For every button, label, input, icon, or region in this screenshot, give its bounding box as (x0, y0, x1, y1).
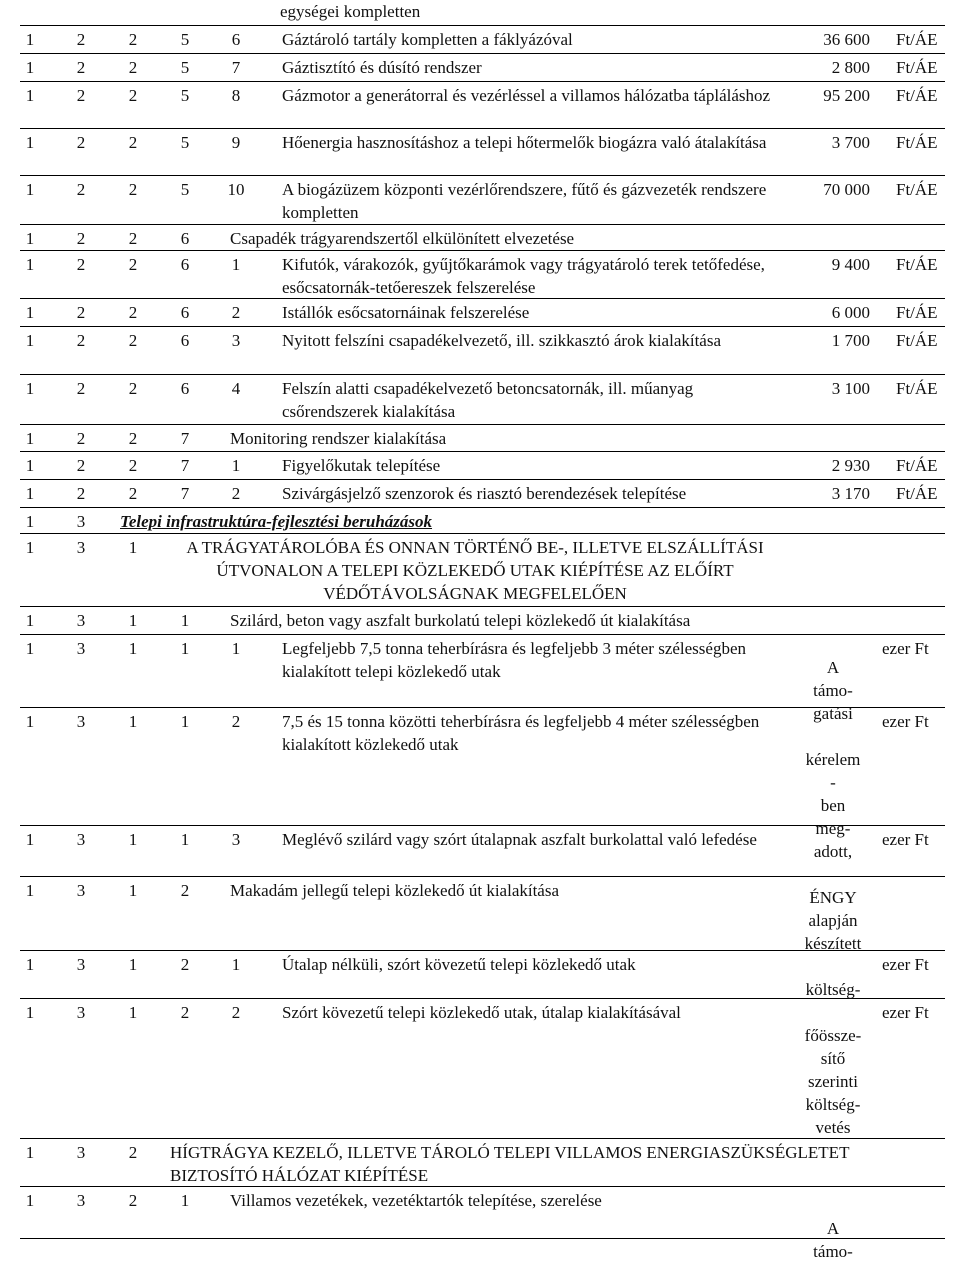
row-amount: 3 170 (831, 484, 870, 503)
row-number-2: 2 (76, 429, 86, 448)
row-description: Szilárd, beton vagy aszfalt burkolatú telepi közlekedő út kialakítása (230, 611, 691, 630)
side-note-line: támo- (813, 1242, 853, 1261)
row-number-2: 3 (76, 611, 86, 630)
row-number-5: 1 (231, 639, 241, 658)
row-unit: Ft/ÁE (896, 86, 938, 105)
row-number-1: 1 (25, 303, 35, 322)
row-number-3: 2 (128, 58, 138, 77)
row-number-3: 2 (128, 484, 138, 503)
row-number-2: 2 (76, 229, 86, 248)
row-number-4: 5 (180, 180, 190, 199)
row-number-1: 1 (25, 712, 35, 731)
row-number-3: 1 (128, 639, 138, 658)
row-unit: ezer Ft (882, 712, 929, 731)
row-number-1: 1 (25, 456, 35, 475)
row-number-2: 2 (76, 86, 86, 105)
row-number-2: 3 (76, 538, 86, 557)
row-number-3: 1 (128, 1003, 138, 1022)
row-number-4: 5 (180, 86, 190, 105)
side-note-line: ÉNGY (809, 888, 857, 907)
row-description: Kifutók, várakozók, gyűjtőkarámok vagy trágyatároló terek tetőfedése, esőcsatornák-tetőereszek felszerelése (282, 255, 765, 297)
row-number-4: 1 (180, 712, 190, 731)
row-number-2: 2 (76, 58, 86, 77)
row-description: Szivárgásjelző szenzorok és riasztó berendezések telepítése (282, 484, 687, 503)
row-description: Istállók esőcsatornáinak felszerelése (282, 303, 530, 322)
row-unit: ezer Ft (882, 639, 929, 658)
row-description: Gázmotor a generátorral és vezérléssel a villamos hálózatba tápláláshoz (282, 86, 771, 105)
row-number-1: 1 (25, 255, 35, 274)
side-note-line: adott, (813, 842, 853, 861)
side-note-line (788, 955, 878, 978)
row-number-2: 2 (76, 303, 86, 322)
row-number-3: 2 (128, 303, 138, 322)
row-description: Gáztároló tartály kompletten a fáklyázóval (282, 30, 573, 49)
row-number-4: 5 (180, 133, 190, 152)
row-number-1: 1 (25, 229, 35, 248)
row-number-1: 1 (25, 429, 35, 448)
row-amount: 3 100 (831, 379, 870, 398)
row-number-1: 1 (25, 538, 35, 557)
row-number-1: 1 (25, 58, 35, 77)
row-number-5: 1 (231, 955, 241, 974)
row-number-4: 5 (180, 58, 190, 77)
row-number-5: 2 (231, 484, 241, 503)
row-description: A TRÁGYATÁROLÓBA ÉS ONNAN TÖRTÉNŐ BE-, ILLETVE ELSZÁLLÍTÁSI ÚTVONALON A TELEPI KÖZLEKEDŐ UTAK KIÉPÍTÉSE AZ ELŐÍRT VÉDŐTÁVOLSÁGNAK MEGFELELŐEN (186, 538, 764, 603)
row-number-5: 6 (231, 30, 241, 49)
row-description: 7,5 és 15 tonna közötti teherbírásra és legfeljebb 4 méter szélességben kialakított közlekedő utak (282, 712, 760, 754)
row-number-3: 1 (128, 538, 138, 557)
row-number-3: 2 (128, 229, 138, 248)
table-row (20, 175, 945, 224)
row-number-1: 1 (25, 512, 35, 531)
side-note-line: szerinti (807, 1072, 859, 1091)
row-unit: Ft/ÁE (896, 255, 938, 274)
row-number-4: 5 (180, 30, 190, 49)
row-number-4: 7 (180, 456, 190, 475)
row-amount: 95 200 (823, 86, 870, 105)
row-unit: ezer Ft (882, 830, 929, 849)
row-number-2: 3 (76, 830, 86, 849)
row-number-4: 7 (180, 484, 190, 503)
side-note-line: alapján (808, 911, 858, 930)
row-description: Meglévő szilárd vagy szórt útalapnak aszfalt burkolattal való lefedése (282, 830, 757, 849)
row-number-4: 6 (180, 229, 190, 248)
row-number-1: 1 (25, 611, 35, 630)
row-number-3: 1 (128, 955, 138, 974)
table-row (20, 298, 945, 326)
row-description: Hőenergia hasznosításhoz a telepi hőtermelők biogázra való átalakítása (282, 133, 767, 152)
row-number-1: 1 (25, 639, 35, 658)
row-number-1: 1 (25, 1003, 35, 1022)
row-number-2: 3 (76, 881, 86, 900)
row-number-5: 3 (231, 830, 241, 849)
row-number-1: 1 (25, 133, 35, 152)
row-number-3: 1 (128, 881, 138, 900)
side-note-line (788, 863, 878, 886)
row-number-4: 6 (180, 331, 190, 350)
row-unit: ezer Ft (882, 955, 929, 974)
side-note-line: meg- (815, 819, 851, 838)
row-unit: Ft/ÁE (896, 58, 938, 77)
row-number-4: 1 (180, 639, 190, 658)
row-number-5: 2 (231, 303, 241, 322)
row-number-5: 10 (227, 180, 245, 199)
side-note-line: költség- (805, 1095, 861, 1114)
side-note-line (788, 1001, 878, 1024)
row-number-2: 3 (76, 712, 86, 731)
row-number-1: 1 (25, 484, 35, 503)
row-amount: 2 800 (831, 58, 870, 77)
row-number-4: 1 (180, 830, 190, 849)
side-note-line: gatási (813, 704, 853, 723)
table-row (20, 53, 945, 81)
row-number-1: 1 (25, 30, 35, 49)
table-row (20, 479, 945, 507)
row-number-5: 7 (231, 58, 241, 77)
table-row (20, 250, 945, 298)
row-number-4: 2 (180, 1003, 190, 1022)
table-row (20, 224, 945, 250)
row-number-5: 1 (231, 456, 241, 475)
row-number-2: 3 (76, 955, 86, 974)
side-note-line: kérelem (805, 750, 861, 769)
table-row (20, 507, 945, 533)
table-row (20, 128, 945, 175)
row-amount: 3 700 (831, 133, 870, 152)
row-number-1: 1 (25, 331, 35, 350)
row-description: A biogázüzem központi vezérlőrendszere, fűtő és gázvezeték rendszere kompletten (282, 180, 767, 222)
row-unit: Ft/ÁE (896, 180, 938, 199)
side-note-column (788, 656, 878, 1139)
row-amount: 1 700 (831, 331, 870, 350)
side-note-column-bottom (788, 1217, 878, 1263)
row-description: Villamos vezetékek, vezetéktartók telepítése, szerelése (230, 1191, 602, 1210)
side-note-line: támo- (813, 681, 853, 700)
row-number-2: 2 (76, 255, 86, 274)
row-number-3: 2 (128, 1191, 138, 1210)
table-row (20, 451, 945, 479)
row-number-4: 7 (180, 429, 190, 448)
table-row (20, 81, 945, 128)
row-number-2: 3 (76, 1191, 86, 1210)
table-row (20, 606, 945, 634)
row-number-5: 8 (231, 86, 241, 105)
row-number-3: 2 (128, 331, 138, 350)
row-unit: Ft/ÁE (896, 30, 938, 49)
row-number-4: 2 (180, 955, 190, 974)
row-description: Gáztisztító és dúsító rendszer (282, 58, 482, 77)
row-number-4: 6 (180, 303, 190, 322)
row-unit: Ft/ÁE (896, 133, 938, 152)
side-note-line: főössze- (804, 1026, 862, 1045)
row-number-2: 2 (76, 331, 86, 350)
row-description: Telepi infrastruktúra-fejlesztési beruházások (120, 512, 433, 531)
side-note-line: sítő (820, 1049, 846, 1068)
side-note-line: készített (804, 934, 862, 953)
row-number-5: 1 (231, 255, 241, 274)
row-number-5: 2 (231, 712, 241, 731)
row-number-5: 2 (231, 1003, 241, 1022)
row-number-2: 2 (76, 456, 86, 475)
row-amount: 6 000 (831, 303, 870, 322)
row-number-2: 3 (76, 1143, 86, 1162)
row-number-4: 1 (180, 1191, 190, 1210)
row-unit: Ft/ÁE (896, 456, 938, 475)
row-description: Legfeljebb 7,5 tonna teherbírásra és legfeljebb 3 méter szélességben kialakított telepi közlekedő utak (282, 639, 746, 681)
table-row (20, 424, 945, 451)
row-number-5: 3 (231, 331, 241, 350)
row-description: Útalap nélküli, szórt kövezetű telepi közlekedő utak (282, 955, 636, 974)
row-amount: 70 000 (823, 180, 870, 199)
row-description: Felszín alatti csapadékelvezető betoncsatornák, ill. műanyag csőrendszerek kialakítása (282, 379, 694, 421)
row-description: HÍGTRÁGYA KEZELŐ, ILLETVE TÁROLÓ TELEPI VILLAMOS ENERGIASZÜKSÉGLETET BIZTOSÍTÓ HÁLÓZAT KIÉPÍTÉSE (170, 1143, 850, 1185)
side-note-line (788, 725, 878, 748)
row-description: Csapadék trágyarendszertől elkülönített elvezetése (230, 229, 575, 248)
row-number-1: 1 (25, 379, 35, 398)
table-row (20, 533, 945, 606)
table-row (20, 25, 945, 53)
row-number-4: 6 (180, 379, 190, 398)
row-number-5: 9 (231, 133, 241, 152)
table-row (20, 374, 945, 424)
side-note-line: A (826, 1219, 840, 1238)
row-number-1: 1 (25, 180, 35, 199)
row-amount: 36 600 (823, 30, 870, 49)
row-unit: Ft/ÁE (896, 303, 938, 322)
row-number-3: 1 (128, 830, 138, 849)
row-number-2: 3 (76, 639, 86, 658)
row-number-3: 2 (128, 133, 138, 152)
row-number-2: 2 (76, 379, 86, 398)
table-row (20, 326, 945, 374)
row-number-4: 6 (180, 255, 190, 274)
row-number-3: 1 (128, 611, 138, 630)
row-number-2: 2 (76, 133, 86, 152)
row-amount: 9 400 (831, 255, 870, 274)
side-note-line: - (830, 773, 836, 792)
row-description: Nyitott felszíni csapadékelvezető, ill. szikkasztó árok kialakítása (282, 331, 722, 350)
row-description: Figyelőkutak telepítése (282, 456, 441, 475)
row-description: Monitoring rendszer kialakítása (230, 429, 447, 448)
row-number-1: 1 (25, 955, 35, 974)
row-number-3: 2 (128, 379, 138, 398)
row-number-4: 2 (180, 881, 190, 900)
row-number-2: 3 (76, 1003, 86, 1022)
row-number-3: 2 (128, 180, 138, 199)
row-number-2: 2 (76, 30, 86, 49)
row-amount: 2 930 (831, 456, 870, 475)
side-note-line: ben (820, 796, 846, 815)
table-row (20, 0, 945, 25)
row-number-3: 2 (128, 1143, 138, 1162)
side-note-line: költség- (805, 980, 861, 999)
row-number-3: 2 (128, 456, 138, 475)
row-number-2: 2 (76, 484, 86, 503)
row-number-4: 1 (180, 611, 190, 630)
row-number-2: 3 (76, 512, 86, 531)
row-number-3: 2 (128, 255, 138, 274)
row-unit: Ft/ÁE (896, 331, 938, 350)
side-note-line: vetés (815, 1118, 851, 1137)
row-number-5: 4 (231, 379, 241, 398)
table-row (20, 1138, 945, 1186)
row-unit: ezer Ft (882, 1003, 929, 1022)
row-number-3: 1 (128, 712, 138, 731)
row-number-1: 1 (25, 1143, 35, 1162)
row-description: egységei kompletten (280, 2, 421, 21)
row-number-1: 1 (25, 86, 35, 105)
row-description: Szórt kövezetű telepi közlekedő utak, útalap kialakításával (282, 1003, 681, 1022)
row-description: Makadám jellegű telepi közlekedő út kialakítása (230, 881, 560, 900)
row-number-1: 1 (25, 830, 35, 849)
row-unit: Ft/ÁE (896, 484, 938, 503)
row-number-3: 2 (128, 30, 138, 49)
row-number-3: 2 (128, 86, 138, 105)
row-number-3: 2 (128, 429, 138, 448)
row-number-2: 2 (76, 180, 86, 199)
side-note-line: A (826, 658, 840, 677)
row-number-1: 1 (25, 1191, 35, 1210)
row-unit: Ft/ÁE (896, 379, 938, 398)
row-number-1: 1 (25, 881, 35, 900)
